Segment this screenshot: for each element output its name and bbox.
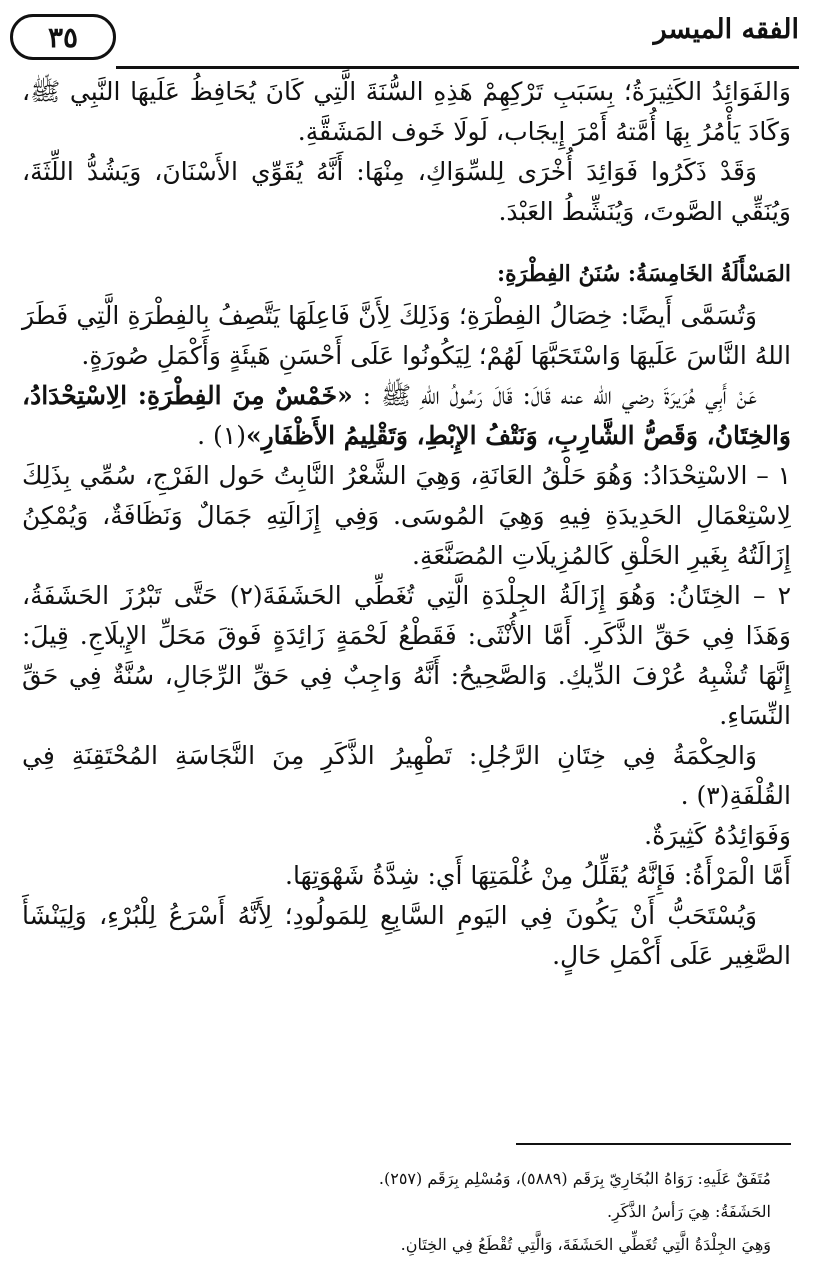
page-header: [10, 14, 799, 64]
header-rule: [116, 66, 799, 69]
hadith-intro: عَنْ أَبِي هُرَيرَةَ رضي الله عنه قَالَ: قَالَ رَسُولُ اللهِ ﷺ :: [362, 381, 757, 410]
footnotes: [60, 1162, 771, 1261]
footnote-1: مُتَفَقٌ عَلَيهِ: رَوَاهُ البُخَارِيّ بِرَقَم (٥٨٨٩)، وَمُسْلِم بِرَقَم (٢٥٧).: [378, 1169, 771, 1188]
footnote-2: الحَشَفَةُ: هِيَ رَأسُ الذَّكَرِ.: [607, 1202, 771, 1221]
page-number: ٣٥: [10, 14, 116, 60]
paragraph-wisdom: وَالحِكْمَةُ فِي خِتَانِ الرَّجُلِ: تَطْهِيرُ الذَّكَرِ مِنَ النَّجَاسَةِ المُحْتَقِنَةِ فِي القُلْفَةِ(٣) .: [22, 741, 791, 810]
paragraph-seventh-day: وَيُسْتَحَبُّ أَنْ يَكُونَ فِي اليَومِ السَّابِعِ لِلمَولُودِ؛ لِأَنَّهُ أَسْرَعُ لِلْبُرْءِ، وَلِيَنْشَأَ الصَّغِير عَلَى أَكْمَلِ حَالٍ.: [22, 901, 791, 970]
paragraph-woman: أَمَّا الْمَرْأَةُ: فَإِنَّهُ يُقَلِّلُ مِنْ غُلْمَتِهَا أَي: شِدَّةُ شَهْوَتِهَا.: [285, 861, 791, 890]
footnote-3: وَهِيَ الجِلْدَةُ الَّتِي تُغَطِّي الحَشَفَةَ، وَالَّتِي تُقْطَعُ فِي الخِتَانِ.: [400, 1235, 771, 1254]
paragraph-hadith: [22, 376, 791, 456]
section-heading: المَسْأَلَةُ الخَامِسَةُ: سُنَنُ الفِطْرَةِ:: [497, 261, 791, 287]
footnote-rule: [516, 1143, 791, 1145]
hadith-text: «خَمْسٌ مِنَ الفِطْرَةِ: الِاسْتِحْدَادُ، وَالخِتَانُ، وَقَصُّ الشَّارِبِ، وَنَتْفُ الإِبْطِ، وَتَقْلِيمُ الأَظْفَارِ»: [22, 381, 791, 450]
paragraph-benefits-many: وَفَوَائِدُهُ كَثِيرَةٌ.: [644, 821, 791, 850]
main-text: [22, 72, 791, 976]
paragraph-istihdad: ١ – الاسْتِحْدَادُ: وَهُوَ حَلْقُ العَانَةِ، وَهِيَ الشَّعْرُ النَّابِتُ حَول الفَرْجِ، سُمِّي بِذَلِكَ لِاسْتِعْمَالِ الحَدِيدَةِ فِيهِ وَهِيَ المُوسَى. وَفِي إِزَالَتِهِ جَمَالٌ وَنَظَافَةٌ، وَيُمْكِنُ إِزَالَتُهُ بِغَيرِ الحَلْقِ كَالمُزِيلَاتِ المُصَنَّعَةِ.: [22, 461, 791, 570]
running-title: الفقه الميسر: [653, 14, 799, 45]
paragraph-khitan: ٢ – الخِتَانُ: وَهُوَ إِزَالَةُ الجِلْدَةِ الَّتِي تُغَطِّي الحَشَفَةَ(٢) حَتَّى تَبْرُزَ الحَشَفَةُ، وَهَذَا فِي حَقِّ الذَّكَرِ. أَمَّا الأُنْثَى: فَقَطْعُ لَحْمَةٍ زَائِدَةٍ فَوقَ مَحَلِّ الإِيلَاجِ. قِيلَ: إِنَّهَا تُشْبِهُ عُرْفَ الدِّيكِ. وَالصَّحِيحُ: أَنَّهُ وَاجِبٌ فِي حَقِّ الرِّجَالِ، سُنَّةٌ فِي حَقِّ النِّسَاءِ.: [22, 581, 792, 730]
paragraph-fitra-definition: وَتُسَمَّى أَيضًا: خِصَالُ الفِطْرَةِ؛ وَذَلِكَ لِأَنَّ فَاعِلَهَا يَتَّصِفُ بِالفِطْرَةِ الَّتِي فَطَرَ اللهُ النَّاسَ عَلَيهَا وَاسْتَحَبَّهَا لَهُمْ؛ لِيَكُونُوا عَلَى أَحْسَنِ هَيئَةٍ وَأَكْمَلِ صُورَةٍ.: [22, 301, 791, 370]
paragraph-siwak-benefits: وَقَدْ ذَكَرُوا فَوَائِدَ أُخْرَى لِلسِّوَاكِ، مِنْهَا: أَنَّهُ يُقَوِّي الأَسْنَانَ، وَيَشُدُّ اللِّثَةَ، وَيُنَقِّي الصَّوتَ، وَيُنَشِّطُ العَبْدَ.: [22, 157, 791, 226]
paragraph-benefits: وَالفَوَائِدُ الكَثِيرَةُ؛ بِسَبَبِ تَرْكِهِمْ هَذِهِ السُّنَةَ الَّتِي كَانَ يُحَافِظُ عَلَيهَا النَّبِي ﷺ، وَكَادَ يَأْمُرُ بِهَا أُمَّتهُ أَمْرَ إِيجَاب، لَولَا خَوف المَشَقَّةِ.: [22, 77, 791, 146]
footnote-ref-1: (١) .: [197, 421, 246, 450]
